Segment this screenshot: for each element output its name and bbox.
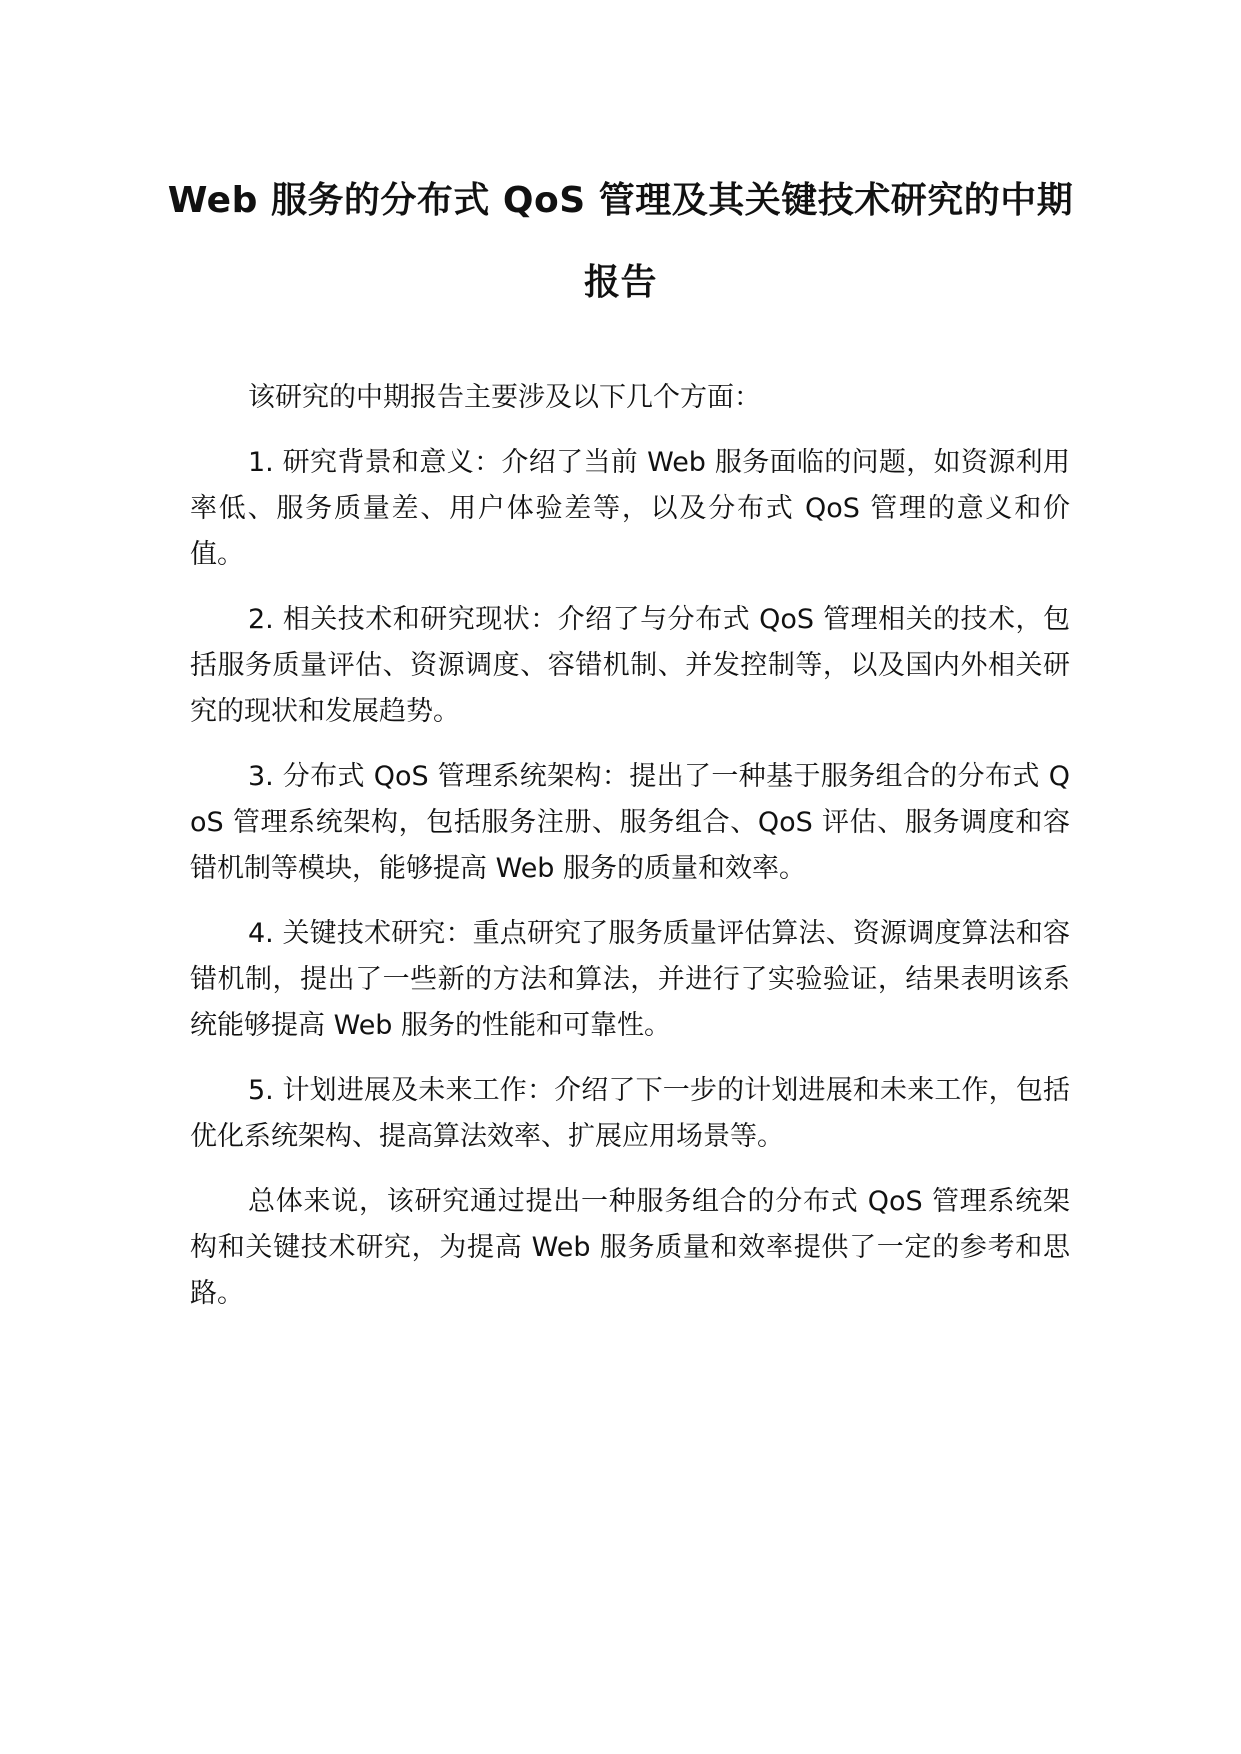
paragraph-conclusion: 总体来说，该研究通过提出一种服务组合的分布式 QoS 管理系统架构和关键技术研究，为提高 Web 服务质量和效率提供了一定的参考和思路。	[190, 1186, 1070, 1309]
paragraph-intro: 该研究的中期报告主要涉及以下几个方面：	[248, 382, 761, 413]
paragraph-key-techniques: 4. 关键技术研究：重点研究了服务质量评估算法、资源调度算法和容错机制，提出了一些新的方法和算法，并进行了实验验证，结果表明该系统能够提高 Web 服务的性能和可靠性。	[190, 918, 1070, 1041]
paragraph-background: 1. 研究背景和意义：介绍了当前 Web 服务面临的问题，如资源利用率低、服务质量差、用户体验差等，以及分布式 QoS 管理的意义和价值。	[190, 447, 1070, 570]
paragraph-future-work: 5. 计划进展及未来工作：介绍了下一步的计划进展和未来工作，包括优化系统架构、提高算法效率、扩展应用场景等。	[190, 1075, 1070, 1152]
paragraph-related-work: 2. 相关技术和研究现状：介绍了与分布式 QoS 管理相关的技术，包括服务质量评估、资源调度、容错机制、并发控制等，以及国内外相关研究的现状和发展趋势。	[190, 604, 1070, 727]
paragraph-architecture: 3. 分布式 QoS 管理系统架构：提出了一种基于服务组合的分布式 QoS 管理系统架构，包括服务注册、服务组合、QoS 评估、服务调度和容错机制等模块，能够提高 Web 服务的质量和效率。	[190, 761, 1070, 884]
document-body	[190, 375, 1070, 1336]
document-title: Web 服务的分布式 QoS 管理及其关键技术研究的中期报告	[167, 180, 1074, 303]
